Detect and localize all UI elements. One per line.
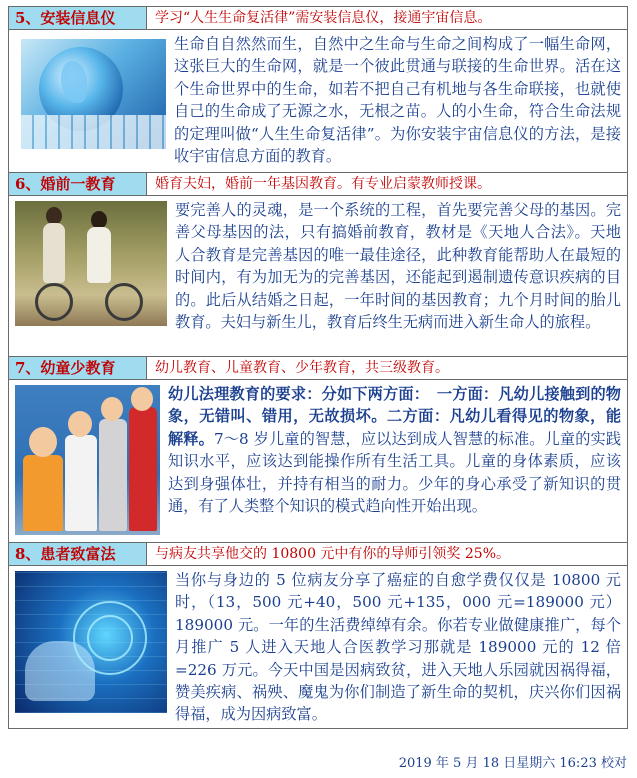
section-header (9, 7, 627, 30)
section-child-education (8, 357, 628, 543)
section-note: 幼儿教育、儿童教育、少年教育，共三级教育。 (155, 360, 449, 376)
section-patient-wealth (8, 543, 628, 729)
section-text-rest: 7～8 岁儿童的智慧，应以达到成人智慧的标准。儿童的实践知识水平，应该达到能操作所有生活工具。儿童的身体素质，应该达到身强体壮，并持有相当的耐力。少年的身心承受了新知识的贯通，有了人类整个知识的模式趋向性开始出现。 (168, 429, 622, 516)
section-body (9, 196, 627, 333)
section-title: 7、幼童少教育 (9, 357, 147, 379)
section-text: 当你与身边的 5 位病友分享了癌症的自愈学费仅仅是 10800 元时，（13，500 元+40，500 元+135，000 元=189000 元）189000 元。一年的生活费绰绰有余。你若专业做健康推广，每个月推广 5 人进入天地人合医教学习那就是 189000 元的 12 倍=226 万元。今天中国是因病致贫，进入天地人乐园就因祸得福，赞美疾病、祸殃、魔鬼为你们制造了新生命的契机，庆兴你们因祸得福，成为因病致富。 (175, 571, 621, 724)
footer-timestamp: 2019 年 5 月 18 日星期六 16:23 校对 (398, 756, 627, 771)
section-title: 8、患者致富法 (9, 543, 147, 565)
section-title: 6、婚前一教育 (9, 173, 147, 195)
section-title: 5、安装信息仪 (9, 7, 147, 29)
section-premarital-education (8, 173, 628, 357)
earth-keyboard-image (21, 39, 166, 149)
section-note: 与病友共享他交的 10800 元中有你的导师引领奖 25%。 (155, 546, 511, 562)
section-install-info-device (8, 6, 628, 173)
section-header (9, 173, 627, 196)
section-note: 婚育夫妇，婚前一年基因教育。有专业启蒙教师授课。 (155, 176, 491, 192)
section-body (9, 380, 627, 517)
section-header (9, 357, 627, 380)
couple-bicycle-image (15, 201, 167, 326)
section-body (9, 566, 627, 726)
section-note: 学习“人生生命复活律”需安装信息仪，接通宇宙信息。 (155, 10, 492, 26)
section-body (9, 30, 627, 167)
section-text-bold: 幼儿法理教育的要求：分如下两方面： 一方面：凡幼儿接触到的物象，无错叫、错用，无故损坏。二方面：凡幼儿看得见的物象，能解释。 (168, 385, 621, 448)
medical-tech-image (15, 571, 167, 713)
section-text: 要完善人的灵魂，是一个系统的工程，首先要完善父母的基因。完善父母基因的法，只有搞婚前教育，教材是《天地人合法》。天地人合教育是完善基因的唯一最佳途径，此种教育能帮助人在最短的时间内，有为加无为的完善基因，还能起到遏制遗传意识疾病的目的。此后从结婚之日起，一年时间的基因教育；九个月时间的胎儿教育。夫妇与新生儿，教育后终生无病而进入新生命人的旅程。 (175, 201, 621, 332)
section-text: 生命自自然然而生，自然中之生命与生命之间构成了一幅生命网，这张巨大的生命网，就是一个彼此贯通与联接的生命世界。活在这个生命世界中的生命，如若不把自己有机地与各生命联接，也就使自己的生命成了无源之水，无根之苗。人的小生命，符合生命法规的定理叫做“人生生命复活律”。为你安装宇宙信息仪的方法，是接收宇宙信息方面的教育。 (174, 35, 621, 166)
children-image (15, 385, 160, 535)
section-header (9, 543, 627, 566)
document (8, 6, 628, 729)
